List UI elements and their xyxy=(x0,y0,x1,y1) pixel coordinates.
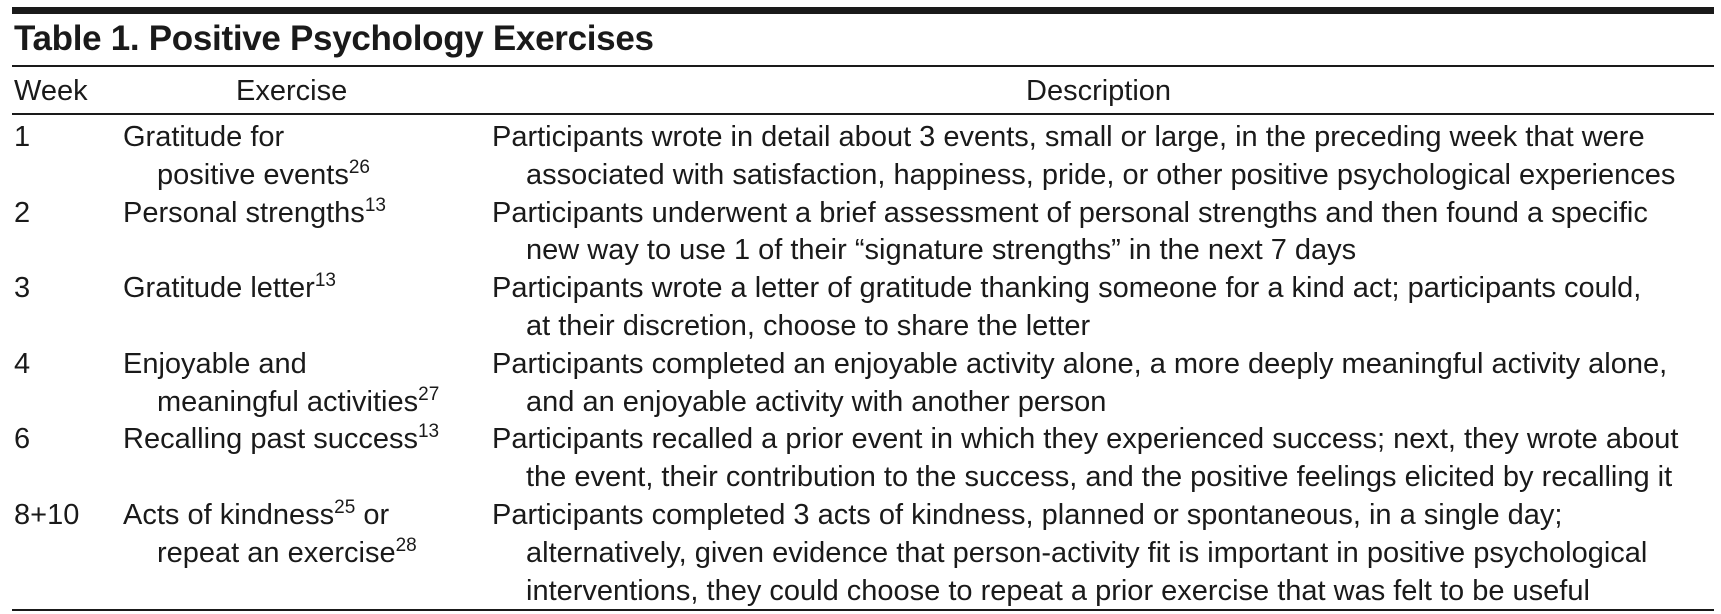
table-row xyxy=(0,195,1721,271)
exercise-cell xyxy=(123,270,336,308)
exercise-line xyxy=(123,195,386,233)
exercise-cell xyxy=(123,119,370,195)
table-row xyxy=(0,497,1721,610)
reference-superscript: 27 xyxy=(418,383,440,405)
description-cell xyxy=(492,346,1667,422)
table-title: Table 1. Positive Psychology Exercises xyxy=(14,19,654,58)
header-week: Week xyxy=(14,75,88,107)
description-line: and an enjoyable activity with another person xyxy=(526,385,1107,418)
description-cell xyxy=(492,421,1678,497)
description-line: new way to use 1 of their “signature strengths” in the next 7 days xyxy=(526,234,1357,267)
week-cell: 1 xyxy=(14,121,31,153)
exercise-cell xyxy=(123,346,439,422)
description-line: the event, their contribution to the success, and the positive feelings elicited by recalling it xyxy=(526,461,1673,494)
reference-superscript: 13 xyxy=(314,270,336,292)
table-row xyxy=(0,421,1721,497)
exercise-line xyxy=(123,157,370,195)
exercise-line xyxy=(123,119,370,157)
header-rule xyxy=(12,113,1714,115)
exercise-line xyxy=(123,535,417,573)
description-line: Participants underwent a brief assessment of personal strengths and then found a specific xyxy=(492,196,1648,229)
exercise-cell xyxy=(123,421,439,459)
description-line: alternatively, given evidence that person-activity fit is important in positive psychological xyxy=(526,536,1648,569)
description-cell xyxy=(492,270,1641,346)
description-cell xyxy=(492,497,1647,610)
reference-superscript: 28 xyxy=(395,534,417,556)
exercise-line xyxy=(123,421,439,459)
exercise-text: positive events xyxy=(157,158,349,191)
reference-superscript: 26 xyxy=(348,156,370,178)
exercise-text: Recalling past success xyxy=(123,423,418,456)
top-rule xyxy=(12,7,1714,14)
exercise-text: repeat an exercise xyxy=(157,536,396,569)
title-rule xyxy=(12,65,1714,67)
exercise-cell xyxy=(123,497,417,573)
reference-superscript: 13 xyxy=(417,421,440,443)
exercise-text: Gratitude letter xyxy=(123,272,315,305)
description-line: associated with satisfaction, happiness, pride, or other positive psychological experiences xyxy=(526,158,1676,191)
exercise-cell xyxy=(123,195,386,233)
description-line: Participants completed an enjoyable activity alone, a more deeply meaningful activity alone, xyxy=(492,347,1668,380)
reference-superscript: 13 xyxy=(364,194,386,216)
reference-superscript: 25 xyxy=(334,496,356,518)
exercise-line xyxy=(123,270,336,308)
exercise-line xyxy=(123,497,417,535)
exercise-text-after: or xyxy=(355,498,390,531)
description-line: interventions, they could choose to repeat a prior exercise that was felt to be useful xyxy=(526,574,1590,607)
exercise-text: Gratitude for xyxy=(123,121,285,153)
description-cell xyxy=(492,119,1675,195)
exercise-line xyxy=(123,346,439,384)
exercise-text: meaningful activities xyxy=(157,385,419,418)
description-cell xyxy=(492,195,1648,271)
table-row xyxy=(0,270,1721,346)
description-line: Participants wrote a letter of gratitude thanking someone for a kind act; participants could, xyxy=(492,272,1642,305)
description-line: Participants recalled a prior event in which they experienced success; next, they wrote about xyxy=(492,423,1679,456)
exercise-text: Personal strengths xyxy=(123,196,365,229)
week-cell: 2 xyxy=(14,196,31,229)
exercise-line xyxy=(123,384,439,422)
table-body xyxy=(0,119,1721,610)
bottom-rule xyxy=(12,609,1714,611)
exercise-text: Acts of kindness xyxy=(123,498,335,531)
table-row xyxy=(0,119,1721,195)
header-exercise: Exercise xyxy=(236,75,348,107)
description-line: Participants wrote in detail about 3 events, small or large, in the preceding week that were xyxy=(492,121,1645,153)
week-cell: 6 xyxy=(14,423,31,456)
week-cell: 4 xyxy=(14,347,31,380)
exercise-text: Enjoyable and xyxy=(123,347,307,380)
week-cell: 3 xyxy=(14,272,31,305)
week-cell: 8+10 xyxy=(14,498,80,531)
description-line: Participants completed 3 acts of kindness, planned or spontaneous, in a single day; xyxy=(492,498,1563,531)
header-description: Description xyxy=(1026,75,1172,107)
description-line: at their discretion, choose to share the letter xyxy=(526,309,1091,342)
table-row xyxy=(0,346,1721,422)
